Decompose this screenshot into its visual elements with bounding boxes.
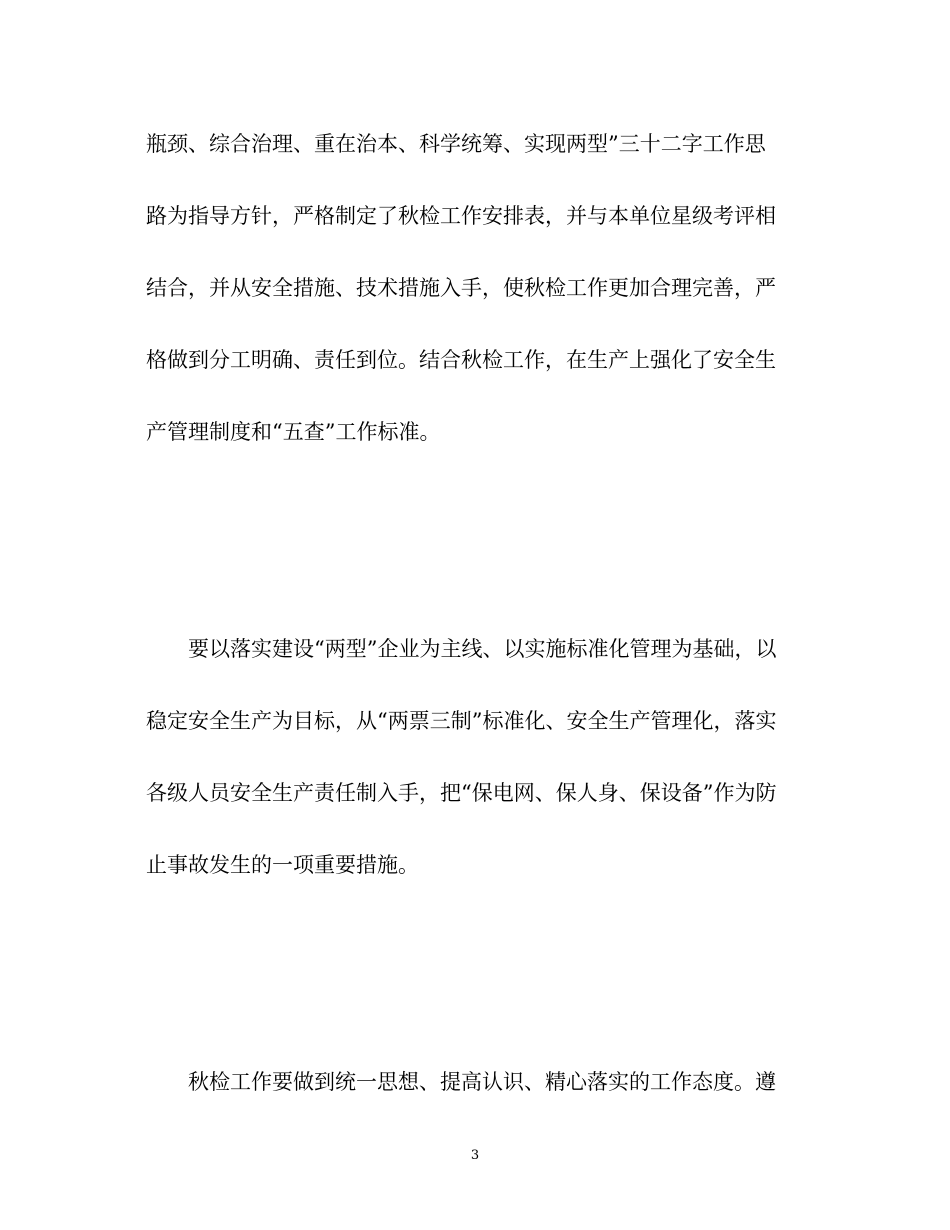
paragraph-line: 结合，并从安全措施、技术措施入手，使秋检工作更加合理完善，严: [146, 276, 776, 300]
paragraph-line: 止事故发生的一项重要措施。: [146, 853, 419, 877]
paragraph-line: 要以落实建设“两型”企业为主线、以实施标准化管理为基础，以: [188, 637, 777, 661]
paragraph-line: 产管理制度和“五查”工作标准。: [146, 420, 441, 444]
paragraph-line: 秋检工作要做到统一思想、提高认识、精心落实的工作态度。遵: [188, 1070, 776, 1094]
paragraph-line: 瓶颈、综合治理、重在治本、科学统筹、实现两型”三十二字工作思: [146, 132, 766, 156]
paragraph-line: 格做到分工明确、责任到位。结合秋检工作，在生产上强化了安全生: [146, 348, 776, 372]
paragraph-line: 稳定安全生产为目标，从“两票三制”标准化、安全生产管理化，落实: [146, 709, 777, 733]
paragraph-line: 各级人员安全生产责任制入手，把“保电网、保人身、保设备”作为防: [146, 781, 777, 805]
paragraph-line: 路为指导方针，严格制定了秋检工作安排表，并与本单位星级考评相: [146, 204, 776, 228]
page-number: 3: [470, 1148, 480, 1163]
